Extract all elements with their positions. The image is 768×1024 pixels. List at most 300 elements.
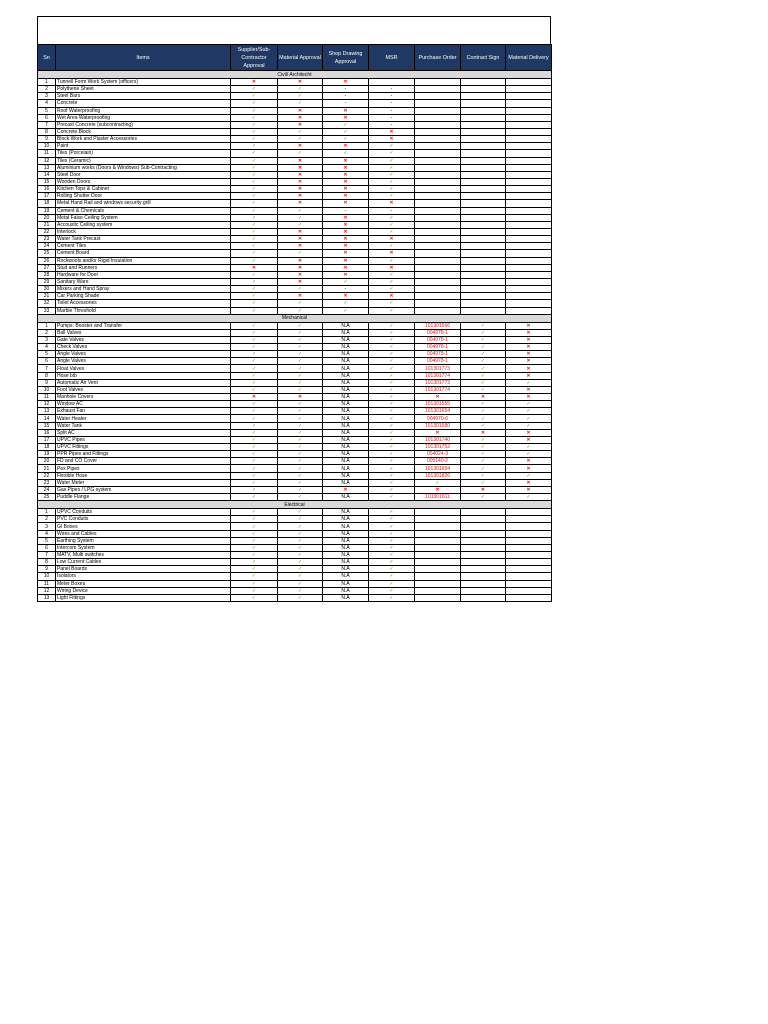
cell-item: Wiring Device (56, 587, 231, 594)
table-row (38, 293, 552, 300)
cell-item: UPVC Conduits (56, 509, 231, 516)
check-icon: ✓ (389, 401, 394, 408)
cell-purchase-order (415, 278, 461, 285)
cell-purchase-order (415, 523, 461, 530)
cell-item: UPVC Pipes (56, 436, 231, 443)
check-icon: ✓ (389, 150, 394, 157)
cell-purchase-order (415, 136, 461, 143)
table-row (38, 86, 552, 93)
cell-msr (369, 257, 415, 264)
cell-supplier-approval (231, 264, 278, 271)
cell-item: Pumps: Booster and Transfer (56, 322, 231, 329)
section-title: Mechanical (38, 314, 552, 322)
check-icon: ✓ (526, 494, 531, 501)
cell-supplier-approval (231, 278, 278, 285)
cell-shop-drawing: N.A (323, 365, 369, 372)
cell-supplier-approval (231, 509, 278, 516)
check-icon: ✓ (526, 379, 531, 386)
cell-msr (369, 143, 415, 150)
cross-icon: ✕ (343, 486, 348, 493)
cell-contract-sign (461, 200, 506, 207)
cell-supplier-approval (231, 100, 278, 107)
check-icon: ✓ (297, 587, 303, 594)
cell-item: Puddle Flange (56, 494, 231, 501)
cell-msr (369, 236, 415, 243)
check-icon: ✓ (297, 336, 303, 343)
cell-shop-drawing: N.A (323, 494, 369, 501)
cell-item: Kitchen Tops & Cabinet (56, 186, 231, 193)
cross-icon: ✕ (526, 429, 531, 436)
cell-item: Precast Concrete (subcontracting) (56, 121, 231, 128)
cell-msr (369, 494, 415, 501)
cell-item: Isolators (56, 573, 231, 580)
cell-material-delivery (506, 293, 552, 300)
cell-supplier-approval (231, 358, 278, 365)
cell-purchase-order: 101301774 (415, 372, 461, 379)
check-icon: ✓ (297, 358, 303, 365)
cell-supplier-approval (231, 544, 278, 551)
check-icon: ✓ (297, 329, 303, 336)
check-icon: ✓ (389, 408, 394, 415)
cell-item: Stud and Runners (56, 264, 231, 271)
cell-shop-drawing: - (323, 93, 369, 100)
cell-sn: 16 (38, 429, 56, 436)
cell-supplier-approval (231, 429, 278, 436)
check-icon: ✓ (526, 472, 531, 479)
cell-msr (369, 386, 415, 393)
cell-material-approval (278, 379, 323, 386)
cell-material-approval (278, 221, 323, 228)
cell-purchase-order (415, 178, 461, 185)
cell-shop-drawing: N.A (323, 422, 369, 429)
check-icon: ✓ (297, 573, 303, 580)
table-row (38, 336, 552, 343)
table-row (38, 278, 552, 285)
cell-supplier-approval (231, 286, 278, 293)
cell-msr: - (369, 107, 415, 114)
cell-material-delivery (506, 472, 552, 479)
check-icon: ✓ (251, 336, 257, 343)
check-icon: ✓ (251, 293, 257, 300)
check-icon: ✓ (251, 429, 257, 436)
cell-item: Concrete (56, 100, 231, 107)
cell-msr: - (369, 121, 415, 128)
cell-msr (369, 479, 415, 486)
cell-purchase-order (415, 186, 461, 193)
table-row (38, 171, 552, 178)
cell-sn: 19 (38, 207, 56, 214)
check-icon: ✓ (480, 444, 486, 451)
check-icon: ✓ (251, 229, 257, 236)
table-row (38, 587, 552, 594)
cell-contract-sign (461, 121, 506, 128)
cell-msr (369, 286, 415, 293)
cell-supplier-approval (231, 372, 278, 379)
cross-icon: ✕ (251, 394, 257, 401)
cell-purchase-order (415, 530, 461, 537)
cell-contract-sign (461, 193, 506, 200)
cell-contract-sign (461, 509, 506, 516)
check-icon: ✓ (526, 422, 531, 429)
cell-supplier-approval (231, 107, 278, 114)
cell-msr: - (369, 86, 415, 93)
check-icon: ✓ (297, 386, 303, 393)
check-icon: ✓ (480, 351, 486, 358)
cell-material-delivery (506, 587, 552, 594)
check-icon: ✓ (297, 486, 303, 493)
cell-sn: 7 (38, 365, 56, 372)
check-icon: ✓ (389, 279, 394, 285)
cell-material-approval (278, 157, 323, 164)
cell-contract-sign (461, 530, 506, 537)
cell-purchase-order: 101301740 (415, 436, 461, 443)
cell-msr (369, 193, 415, 200)
cross-icon: ✕ (343, 236, 348, 243)
cell-supplier-approval (231, 93, 278, 100)
check-icon: ✓ (480, 322, 486, 329)
cell-item: Steel Door (56, 171, 231, 178)
cell-shop-drawing (323, 271, 369, 278)
cell-material-delivery (506, 186, 552, 193)
cell-shop-drawing: N.A (323, 580, 369, 587)
check-icon: ✓ (251, 530, 257, 537)
header-purchase-order: Purchase Order (415, 45, 461, 71)
check-icon: ✓ (297, 93, 303, 100)
section-title: Electrical (38, 501, 552, 509)
cell-sn: 3 (38, 93, 56, 100)
cell-purchase-order (415, 566, 461, 573)
cell-purchase-order: 101301773 (415, 365, 461, 372)
cross-icon: ✕ (297, 157, 303, 164)
check-icon: ✓ (251, 107, 257, 114)
check-icon: ✓ (251, 322, 257, 329)
cell-supplier-approval (231, 236, 278, 243)
cell-purchase-order (415, 559, 461, 566)
cell-item: Window AC (56, 401, 231, 408)
check-icon: ✓ (251, 207, 257, 214)
check-icon: ✓ (297, 472, 303, 479)
cell-msr (369, 250, 415, 257)
check-icon: ✓ (251, 250, 257, 257)
check-icon: ✓ (251, 537, 257, 544)
cell-msr (369, 214, 415, 221)
cell-supplier-approval (231, 379, 278, 386)
cell-purchase-order (415, 164, 461, 171)
cell-purchase-order (415, 250, 461, 257)
cell-material-delivery (506, 300, 552, 307)
cell-contract-sign (461, 93, 506, 100)
cell-purchase-order: 101301826 (415, 472, 461, 479)
cell-contract-sign (461, 136, 506, 143)
cell-item: Foot Valves (56, 386, 231, 393)
spreadsheet (37, 16, 551, 602)
check-icon: ✓ (251, 422, 257, 429)
table-row (38, 509, 552, 516)
cell-contract-sign (461, 379, 506, 386)
check-icon: ✓ (297, 86, 303, 93)
table-row (38, 128, 552, 135)
cell-material-approval (278, 243, 323, 250)
check-icon: ✓ (297, 100, 303, 107)
cell-sn: 9 (38, 379, 56, 386)
header-items: Items (56, 45, 231, 71)
cell-contract-sign (461, 86, 506, 93)
cell-contract-sign (461, 293, 506, 300)
check-icon: ✓ (389, 307, 394, 314)
cell-contract-sign (461, 128, 506, 135)
table-row (38, 228, 552, 235)
cell-material-delivery (506, 523, 552, 530)
cell-material-approval (278, 552, 323, 559)
cell-sn: 1 (38, 509, 56, 516)
cell-material-approval (278, 358, 323, 365)
cross-icon: ✕ (526, 486, 531, 493)
section-row (38, 314, 552, 322)
check-icon: ✓ (297, 415, 303, 422)
check-icon: ✓ (297, 136, 303, 143)
table-row (38, 136, 552, 143)
table-row (38, 250, 552, 257)
cell-purchase-order (415, 479, 461, 486)
check-icon: ✓ (389, 444, 394, 451)
cell-contract-sign (461, 171, 506, 178)
cell-shop-drawing (323, 300, 369, 307)
table-row (38, 573, 552, 580)
cell-material-delivery (506, 544, 552, 551)
cell-material-approval (278, 128, 323, 135)
cell-material-approval (278, 136, 323, 143)
table-row (38, 351, 552, 358)
cell-material-approval (278, 351, 323, 358)
check-icon: ✓ (389, 300, 394, 307)
check-icon: ✓ (526, 444, 531, 451)
cell-shop-drawing (323, 114, 369, 121)
check-icon: ✓ (526, 401, 531, 408)
check-icon: ✓ (389, 351, 394, 358)
check-icon: ✓ (251, 379, 257, 386)
check-icon: ✓ (297, 444, 303, 451)
cell-shop-drawing: N.A (323, 544, 369, 551)
table-row (38, 164, 552, 171)
cell-material-delivery (506, 278, 552, 285)
header-material-delivery: Material Delivery (506, 45, 552, 71)
cell-material-delivery (506, 336, 552, 343)
check-icon: ✓ (297, 322, 303, 329)
cell-supplier-approval (231, 221, 278, 228)
cell-supplier-approval (231, 178, 278, 185)
table-row (38, 93, 552, 100)
check-icon: ✓ (343, 136, 348, 143)
cell-sn: 11 (38, 150, 56, 157)
cell-purchase-order (415, 150, 461, 157)
cell-material-approval (278, 79, 323, 86)
cell-item: Gas Pipes / LPG system (56, 486, 231, 493)
cell-material-approval (278, 444, 323, 451)
cell-purchase-order (415, 86, 461, 93)
check-icon: ✓ (251, 143, 257, 150)
cell-supplier-approval (231, 559, 278, 566)
cell-sn: 13 (38, 408, 56, 415)
cell-supplier-approval (231, 516, 278, 523)
cell-msr (369, 322, 415, 329)
cell-material-delivery (506, 128, 552, 135)
cell-material-delivery (506, 552, 552, 559)
cell-msr (369, 394, 415, 401)
cell-material-delivery (506, 107, 552, 114)
cross-icon: ✕ (480, 486, 486, 493)
cross-icon: ✕ (389, 136, 394, 143)
cell-item: Panel Boards (56, 566, 231, 573)
cell-material-delivery (506, 271, 552, 278)
cell-msr (369, 587, 415, 594)
cross-icon: ✕ (343, 193, 348, 200)
check-icon: ✓ (435, 479, 440, 486)
cross-icon: ✕ (343, 243, 348, 250)
cell-contract-sign (461, 573, 506, 580)
cell-material-delivery (506, 200, 552, 207)
cell-contract-sign (461, 587, 506, 594)
table-row (38, 408, 552, 415)
check-icon: ✓ (251, 157, 257, 164)
cell-material-delivery (506, 465, 552, 472)
cell-material-approval (278, 594, 323, 601)
cell-material-delivery (506, 79, 552, 86)
cell-contract-sign (461, 465, 506, 472)
table-row (38, 143, 552, 150)
table-row (38, 372, 552, 379)
check-icon: ✓ (297, 509, 303, 516)
cell-item: Tiles (Porcelain) (56, 150, 231, 157)
cell-material-approval (278, 293, 323, 300)
check-icon: ✓ (389, 186, 394, 193)
cell-msr (369, 552, 415, 559)
cell-item: MATV, Multi switches (56, 552, 231, 559)
cell-shop-drawing: N.A (323, 458, 369, 465)
cell-msr (369, 573, 415, 580)
cell-material-approval (278, 193, 323, 200)
cell-msr (369, 164, 415, 171)
check-icon: ✓ (251, 271, 257, 278)
check-icon: ✓ (389, 344, 394, 351)
cell-msr (369, 293, 415, 300)
cell-contract-sign (461, 257, 506, 264)
check-icon: ✓ (297, 422, 303, 429)
cell-sn: 1 (38, 322, 56, 329)
cell-purchase-order (415, 200, 461, 207)
check-icon: ✓ (480, 494, 486, 501)
cell-supplier-approval (231, 200, 278, 207)
cell-material-delivery (506, 530, 552, 537)
cell-msr (369, 271, 415, 278)
cell-purchase-order (415, 214, 461, 221)
check-icon: ✓ (251, 401, 257, 408)
table-row (38, 114, 552, 121)
cell-purchase-order (415, 580, 461, 587)
cell-msr (369, 451, 415, 458)
check-icon: ✓ (251, 451, 257, 458)
cell-item: Angle Valves (56, 351, 231, 358)
cell-item: Cement & Chemicals (56, 207, 231, 214)
cell-supplier-approval (231, 451, 278, 458)
check-icon: ✓ (251, 386, 257, 393)
cell-material-approval (278, 408, 323, 415)
cell-contract-sign (461, 278, 506, 285)
check-icon: ✓ (251, 509, 257, 516)
cell-sn: 18 (38, 200, 56, 207)
cell-material-delivery (506, 228, 552, 235)
cross-icon: ✕ (297, 200, 303, 207)
cell-material-approval (278, 544, 323, 551)
cell-shop-drawing (323, 293, 369, 300)
cell-material-approval (278, 422, 323, 429)
cell-material-delivery (506, 486, 552, 493)
cell-material-delivery (506, 429, 552, 436)
cell-purchase-order: 101301654 (415, 408, 461, 415)
cross-icon: ✕ (343, 157, 348, 164)
check-icon: ✓ (297, 307, 303, 314)
cell-supplier-approval (231, 486, 278, 493)
check-icon: ✓ (251, 179, 257, 186)
cross-icon: ✕ (297, 279, 303, 285)
header-material-approval: Material Approval (278, 45, 323, 71)
cell-sn: 25 (38, 494, 56, 501)
table-row (38, 415, 552, 422)
cell-shop-drawing: - (323, 100, 369, 107)
cell-purchase-order: 101301773 (415, 379, 461, 386)
cell-material-delivery (506, 372, 552, 379)
cell-item: Wet Area Waterproofing (56, 114, 231, 121)
check-icon: ✓ (251, 86, 257, 93)
cell-msr (369, 344, 415, 351)
cell-msr (369, 580, 415, 587)
cell-shop-drawing (323, 193, 369, 200)
check-icon: ✓ (389, 322, 394, 329)
cell-material-delivery (506, 307, 552, 314)
cell-supplier-approval (231, 479, 278, 486)
cell-msr (369, 566, 415, 573)
cell-shop-drawing (323, 257, 369, 264)
cell-sn: 22 (38, 228, 56, 235)
table-row (38, 271, 552, 278)
check-icon: ✓ (297, 523, 303, 530)
cell-msr (369, 128, 415, 135)
cell-material-approval (278, 394, 323, 401)
cell-item: Metal Hand Rail and windows security grill (56, 200, 231, 207)
cell-shop-drawing: N.A (323, 429, 369, 436)
cell-supplier-approval (231, 401, 278, 408)
cell-supplier-approval (231, 214, 278, 221)
table-row (38, 429, 552, 436)
cell-material-approval (278, 509, 323, 516)
cell-sn: 23 (38, 479, 56, 486)
cell-purchase-order (415, 128, 461, 135)
cross-icon: ✕ (343, 200, 348, 207)
cell-shop-drawing (323, 214, 369, 221)
check-icon: ✓ (251, 257, 257, 264)
cell-msr (369, 228, 415, 235)
table-row (38, 365, 552, 372)
table-body (38, 71, 552, 602)
check-icon: ✓ (251, 100, 257, 107)
cell-sn: 5 (38, 537, 56, 544)
cross-icon: ✕ (297, 394, 303, 401)
cross-icon: ✕ (480, 429, 486, 436)
check-icon: ✓ (251, 358, 257, 365)
table-row (38, 422, 552, 429)
cell-sn: 8 (38, 128, 56, 135)
cell-contract-sign (461, 523, 506, 530)
check-icon: ✓ (480, 379, 486, 386)
